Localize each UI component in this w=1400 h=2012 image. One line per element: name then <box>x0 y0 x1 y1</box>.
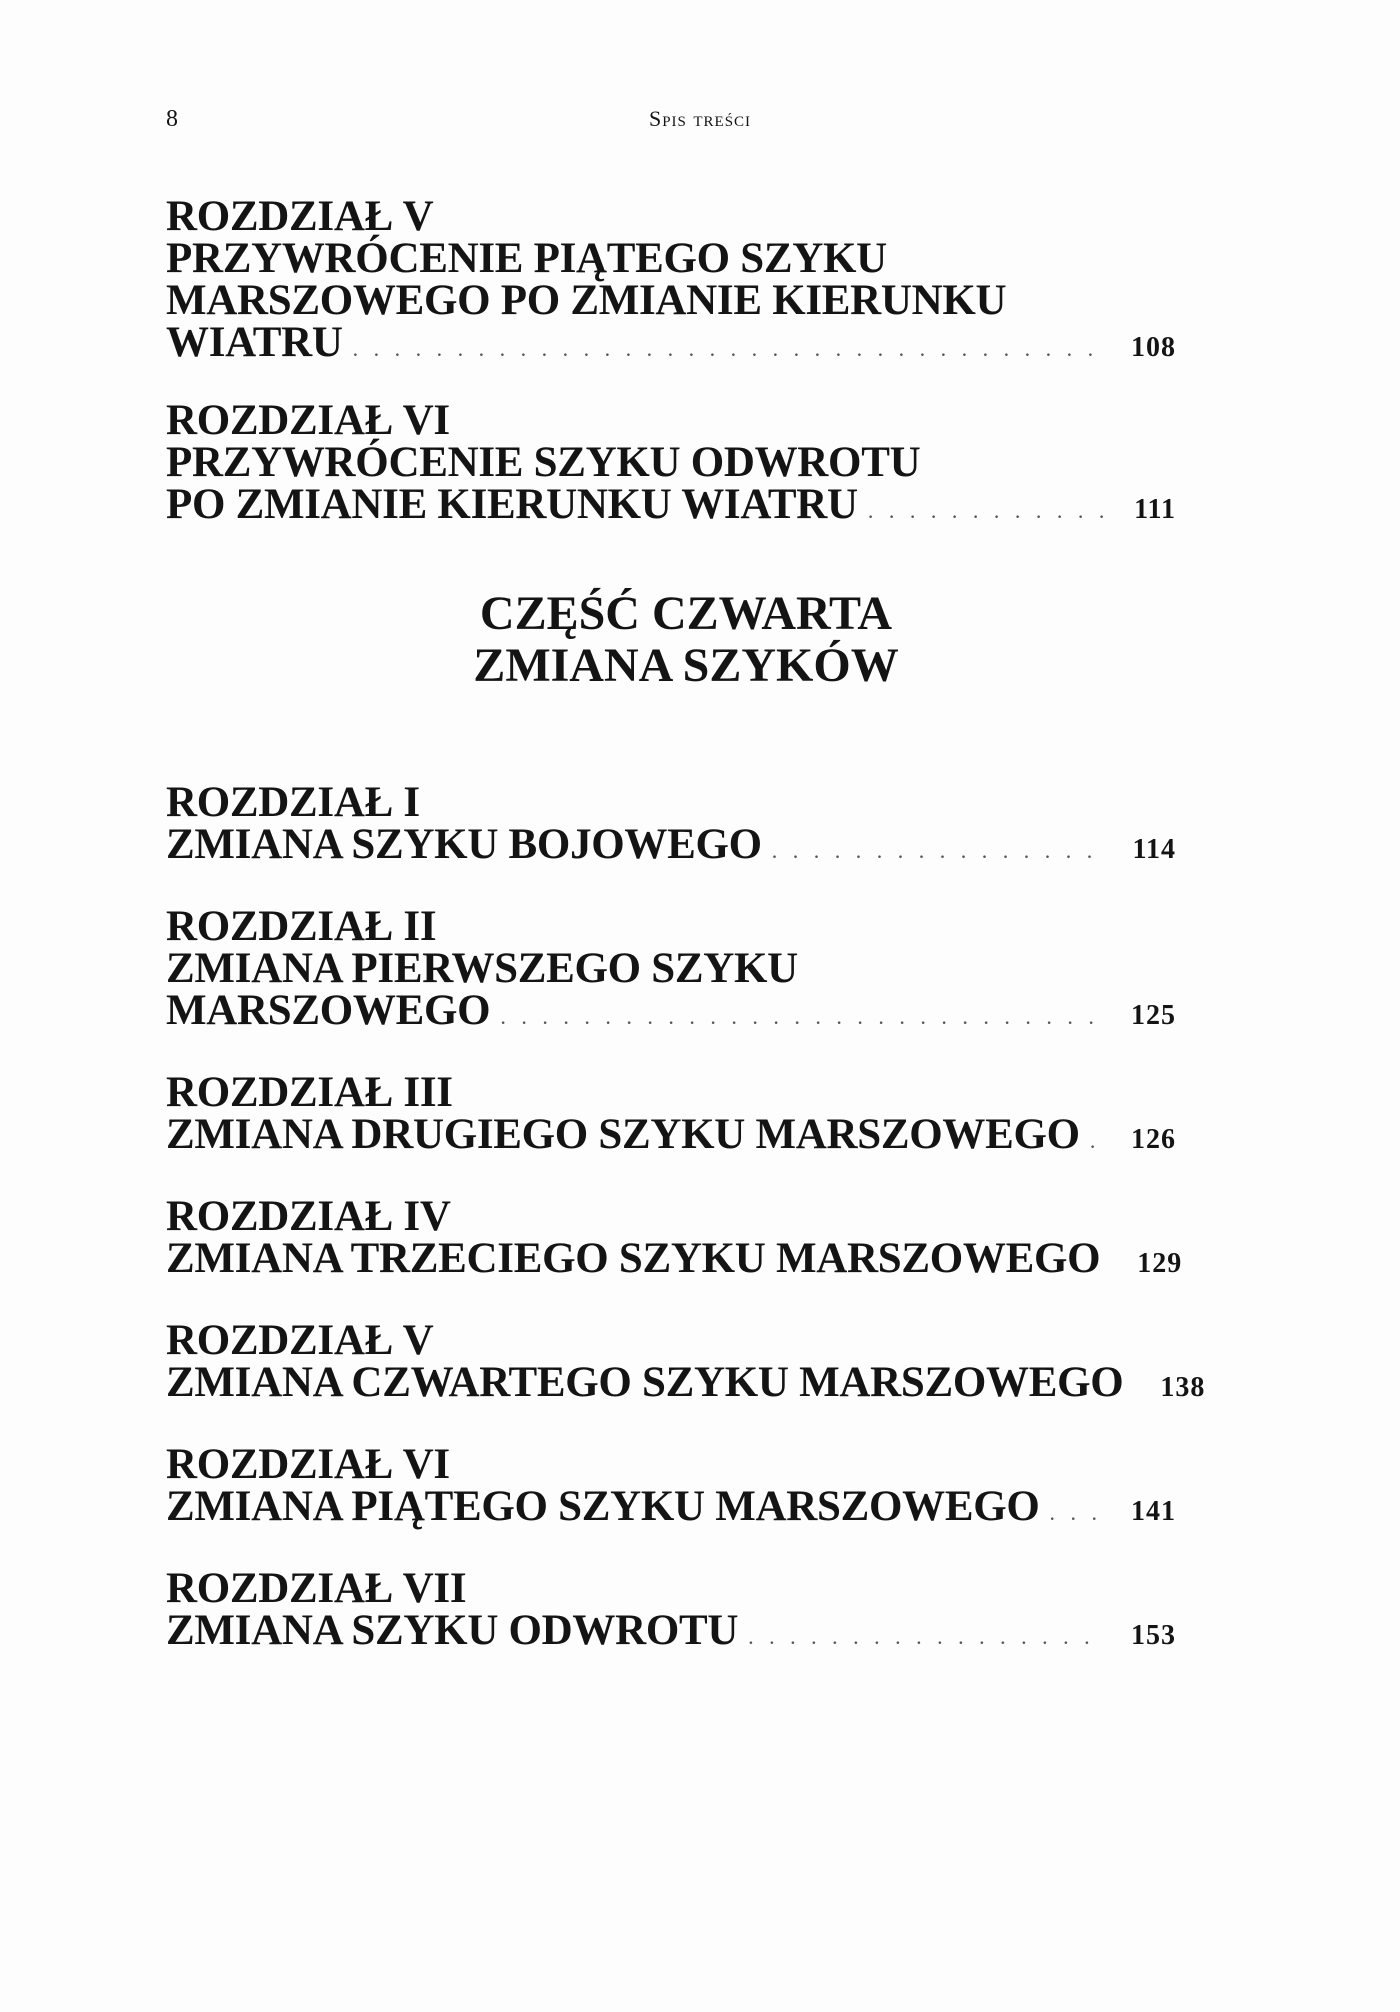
chapter-title-line: PO ZMIANIE KIERUNKU WIATRU <box>166 481 858 528</box>
toc-entry[interactable] <box>166 1193 1183 1286</box>
page-ref: 126 <box>1131 1124 1176 1155</box>
chapter-number: ROZDZIAŁ I <box>166 779 420 826</box>
chapter-number: ROZDZIAŁ VI <box>166 1441 450 1488</box>
chapter-title-last-line <box>166 1483 1176 1534</box>
dot-leader <box>353 328 1104 370</box>
part-number: CZĘŚĆ CZWARTA <box>479 587 893 640</box>
chapter-title-line: ZMIANA CZWARTEGO SZYKU MARSZOWEGO <box>166 1359 1124 1406</box>
toc-entry[interactable] <box>166 1069 1176 1162</box>
chapter-number: ROZDZIAŁ V <box>166 1317 434 1364</box>
toc-entry[interactable] <box>166 1317 1206 1410</box>
dot-leader <box>868 490 1104 532</box>
page-ref: 125 <box>1131 1000 1176 1031</box>
table-of-contents <box>166 193 1206 1658</box>
chapter-number: ROZDZIAŁ IV <box>166 1193 451 1240</box>
chapter-number: ROZDZIAŁ V <box>166 193 434 240</box>
dot-leader <box>772 830 1104 872</box>
page-ref: 111 <box>1134 494 1176 525</box>
chapter-title-line: ZMIANA PIĄTEGO SZYKU MARSZOWEGO <box>166 1483 1040 1530</box>
toc-entry[interactable] <box>166 1565 1176 1658</box>
chapter-title-last-line <box>166 481 1176 532</box>
chapter-title-line: MARSZOWEGO <box>166 987 491 1034</box>
chapter-number: ROZDZIAŁ VII <box>166 1565 467 1612</box>
chapter-title-last-line <box>166 319 1176 370</box>
toc-entry[interactable] <box>166 397 1176 532</box>
chapter-title-last-line <box>166 821 1176 872</box>
toc-entry[interactable] <box>166 193 1176 370</box>
dot-leader <box>1090 1120 1104 1162</box>
chapter-title-line: MARSZOWEGO PO ZMIANIE KIERUNKU <box>166 277 1007 324</box>
running-title: Spis treści <box>648 106 752 131</box>
dot-leader <box>748 1616 1104 1658</box>
toc-entry[interactable] <box>166 903 1176 1038</box>
page-ref: 153 <box>1131 1620 1176 1651</box>
chapter-title-line: WIATRU <box>166 319 343 366</box>
chapter-title-line: PRZYWRÓCENIE PIĄTEGO SZYKU <box>166 235 887 282</box>
chapter-title-line: PRZYWRÓCENIE SZYKU ODWROTU <box>166 439 921 486</box>
page-ref: 114 <box>1132 834 1176 865</box>
page-number: 8 <box>166 106 178 132</box>
chapter-title-line: ZMIANA SZYKU BOJOWEGO <box>166 821 762 868</box>
chapter-title-line: ZMIANA DRUGIEGO SZYKU MARSZOWEGO <box>166 1111 1080 1158</box>
chapter-title-line: ZMIANA TRZECIEGO SZYKU MARSZOWEGO <box>166 1235 1101 1282</box>
page-ref: 108 <box>1131 332 1176 363</box>
chapter-title-last-line <box>166 1359 1206 1410</box>
chapter-title-last-line <box>166 1235 1183 1286</box>
page-ref: 129 <box>1137 1248 1183 1279</box>
chapter-title-line: ZMIANA SZYKU ODWROTU <box>166 1607 739 1654</box>
chapter-title-line: ZMIANA PIERWSZEGO SZYKU <box>166 945 798 992</box>
chapter-title-last-line <box>166 1111 1176 1162</box>
dot-leader <box>500 996 1104 1038</box>
toc-entry[interactable] <box>166 779 1176 872</box>
part-title: ZMIANA SZYKÓW <box>473 639 899 692</box>
part-heading <box>166 588 1176 692</box>
chapter-number: ROZDZIAŁ II <box>166 903 437 950</box>
chapter-number: ROZDZIAŁ VI <box>166 397 450 444</box>
page-ref: 141 <box>1131 1496 1176 1527</box>
chapter-title-last-line <box>166 987 1176 1038</box>
chapter-number: ROZDZIAŁ III <box>166 1069 453 1116</box>
chapter-title-last-line <box>166 1607 1176 1658</box>
page-ref: 138 <box>1160 1372 1206 1403</box>
toc-entry[interactable] <box>166 1441 1176 1534</box>
dot-leader <box>1050 1492 1104 1534</box>
